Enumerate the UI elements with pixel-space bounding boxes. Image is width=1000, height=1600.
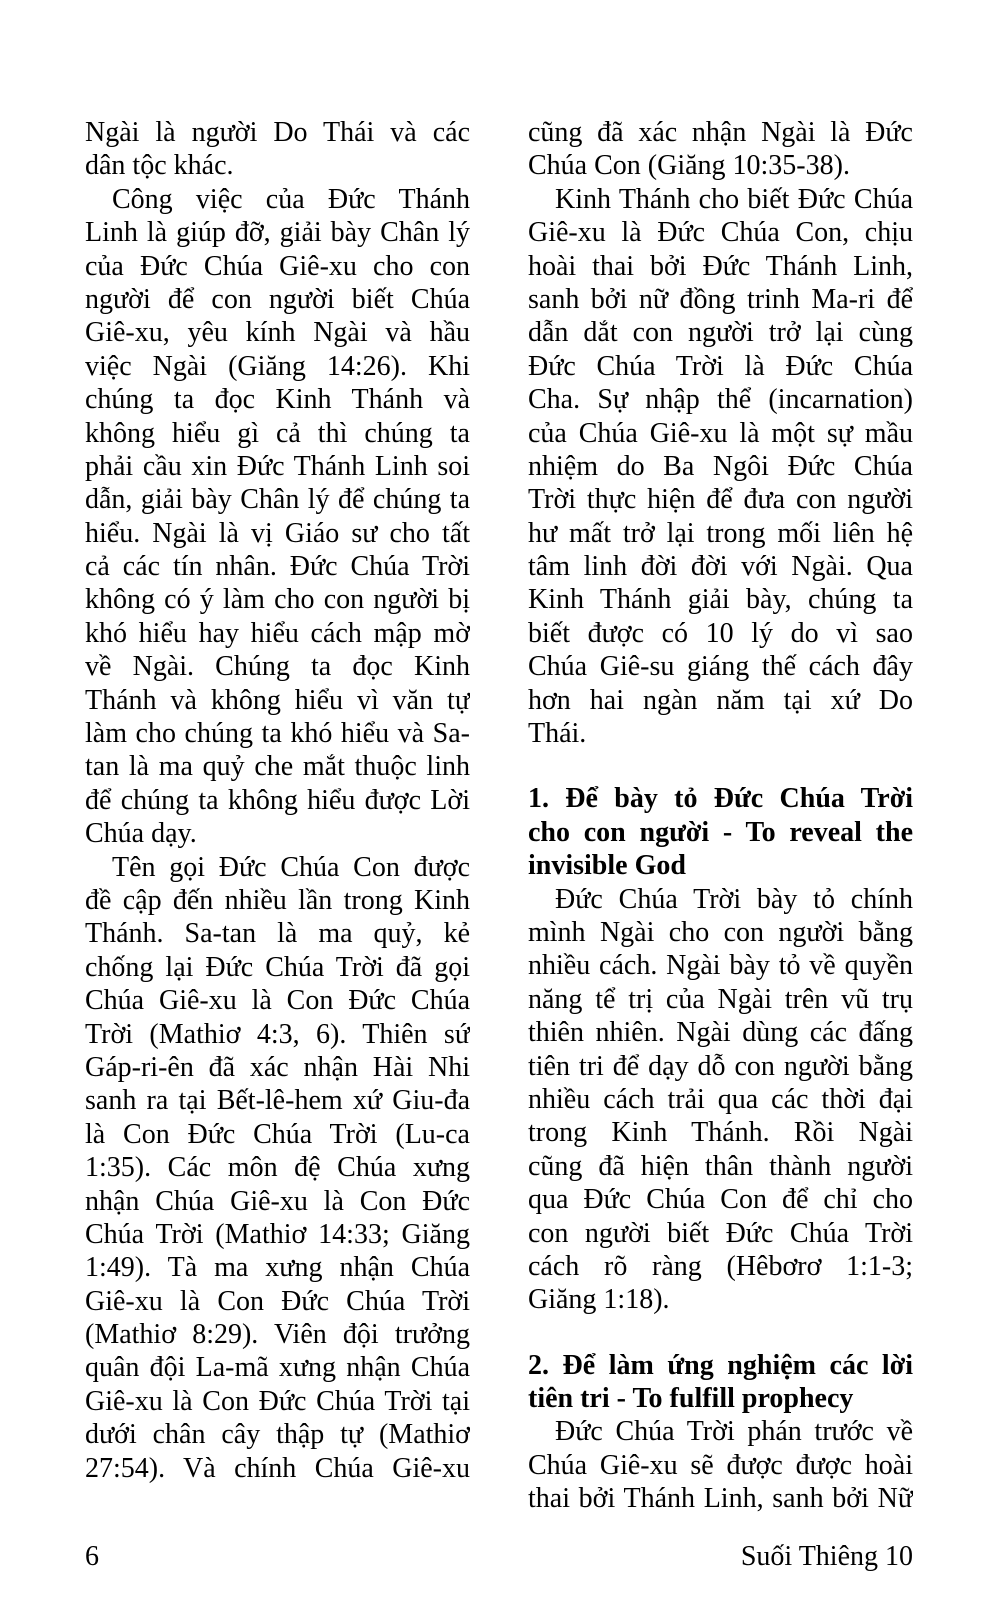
paragraph [85,851,470,1485]
text-line: nhiều cách. Ngài bày tỏ về quyền [528,950,913,982]
text-line: cũng đã hiện thân thành người [528,1150,913,1182]
text-line: Chúa Giê-su giáng thế cách đây [528,651,913,683]
text-line: Đức Chúa Trời phán trước về [555,1416,913,1448]
text-line: cũng đã xác nhận Ngài là Đức [528,117,913,148]
text-line: hư mất trở lại trong mối liên hệ [528,517,913,549]
text-line: Công việc của Đức Thánh [112,183,470,215]
text-line: tâm linh đời đời với Ngài. Qua [528,551,913,583]
text-line: về Ngài. Chúng ta đọc Kinh [85,651,470,683]
text-line: Chúa Con (Giăng 10:35-38). [528,150,850,182]
text-line: người để con người biết Chúa [85,283,470,315]
text-line: Trời (Mathiơ 4:3, 6). Thiên sứ [85,1018,470,1050]
text-line: của Chúa Giê-xu là một sự mầu [528,417,913,449]
text-line: nhiệm do Ba Ngôi Đức Chúa [528,450,913,482]
text-line: Giăng 1:18). [528,1284,670,1316]
text-line: Gáp-ri-ên đã xác nhận Hài Nhi [85,1051,470,1083]
paragraph [528,883,913,1317]
text-line: nhiều cách trải qua các thời đại [528,1083,913,1115]
text-line: nhận Chúa Giê-xu là Con Đức [85,1185,470,1217]
text-line: Kinh Thánh giải bày, chúng ta [528,584,913,616]
text-line: Giê-xu là Đức Chúa Con, chịu [528,217,913,249]
section-heading-line: tiên tri - To fulfill prophecy [528,1383,854,1415]
paragraph [85,183,470,851]
text-line: chúng ta đọc Kinh Thánh và [85,384,470,416]
text-column-left [85,116,470,1485]
text-column-right [528,116,913,1516]
paragraph [528,183,913,751]
publication-title: Suối Thiêng 10 [740,1541,913,1572]
page-footer [85,1540,913,1574]
text-line: Ngài là người Do Thái và các [85,117,470,148]
text-line: Giê-xu, yêu kính Ngài và hầu [85,317,470,349]
text-line: 27:54). Và chính Chúa Giê-xu [85,1452,470,1484]
paragraph [85,116,470,183]
text-line: dẫn dắt con người trở lại cùng [528,317,913,349]
text-line: hiểu. Ngài là vị Giáo sư cho tất [85,517,470,549]
paragraph [528,116,913,183]
text-line: tiên tri để dạy dỗ con người bằng [528,1050,913,1082]
text-line: Chúa Giê-xu là Con Đức Chúa [85,985,470,1017]
text-line: con người biết Đức Chúa Trời [528,1217,913,1249]
text-line: Chúa Trời (Mathiơ 14:33; Giăng [85,1218,470,1250]
text-line: thai bởi Thánh Linh, sanh bởi Nữ [528,1483,913,1515]
text-line: trong Kinh Thánh. Rồi Ngài [528,1117,913,1149]
section-heading-line: invisible God [528,850,686,882]
text-line: tan là ma quỷ che mắt thuộc linh [85,751,470,783]
text-line: làm cho chúng ta khó hiểu và Sa- [85,718,470,750]
text-line: chống lại Đức Chúa Trời đã gọi [85,951,470,983]
text-line: Cha. Sự nhập thể (incarnation) [528,384,913,416]
text-line: khó hiểu hay hiểu cách mập mờ [85,617,470,649]
section-heading-line: 2. Để làm ứng nghiệm các lời [528,1349,913,1381]
text-line: biết được có 10 lý do vì sao [528,617,913,649]
text-line: Kinh Thánh cho biết Đức Chúa [555,183,913,215]
text-line: Đức Chúa Trời là Đức Chúa [528,350,913,382]
text-line: Thánh. Sa-tan là ma quỷ, kẻ [85,918,470,950]
text-line: dưới chân cây thập tự (Mathiơ [85,1419,470,1451]
text-line: việc Ngài (Giăng 14:26). Khi [85,350,470,382]
text-line: dẫn, giải bày Chân lý để chúng ta [85,484,470,516]
text-line: quân đội La-mã xưng nhận Chúa [85,1352,470,1384]
text-line: sanh bởi nữ đồng trinh Ma-ri để [528,283,913,315]
text-line: dân tộc khác. [85,150,234,182]
section-heading-line: cho con người - To reveal the [528,816,913,848]
text-line: Đức Chúa Trời bày tỏ chính [555,883,913,915]
text-line: Giê-xu là Con Đức Chúa Trời [85,1285,470,1317]
text-line: qua Đức Chúa Con để chỉ cho [528,1184,913,1216]
text-line: là Con Đức Chúa Trời (Lu-ca [85,1118,470,1150]
text-line: không có ý làm cho con người bị [85,584,470,616]
text-line: Linh là giúp đỡ, giải bày Chân lý [85,217,470,249]
text-line: cách rõ ràng (Hêbơrơ 1:1-3; [528,1250,913,1282]
text-line: Giê-xu là Con Đức Chúa Trời tại [85,1385,470,1417]
text-line: mình Ngài cho con người bằng [528,916,913,948]
text-line: sanh ra tại Bết-lê-hem xứ Giu-đa [85,1085,470,1117]
section-heading-line: 1. Để bày tỏ Đức Chúa Trời [528,783,913,815]
paragraph [528,1415,913,1515]
page-number: 6 [85,1541,99,1572]
text-line: Thánh và không hiểu vì văn tự [85,684,470,716]
text-line: đề cập đến nhiều lần trong Kinh [85,884,470,916]
section-heading [528,1349,913,1416]
text-line: phải cầu xin Đức Thánh Linh soi [85,450,470,482]
text-line: hoài thai bởi Đức Thánh Linh, [528,250,913,282]
text-line: Thái. [528,718,587,750]
text-line: cả các tín nhân. Đức Chúa Trời [85,551,470,583]
text-line: thiên nhiên. Ngài dùng các đấng [528,1017,913,1049]
text-line: Chúa Giê-xu sẽ được được hoài [528,1449,913,1481]
text-line: 1:35). Các môn đệ Chúa xưng [85,1152,470,1184]
section-heading [528,782,913,882]
text-line: của Đức Chúa Giê-xu cho con [85,250,470,282]
text-line: hơn hai ngàn năm tại xứ Do [528,684,913,716]
text-line: (Mathiơ 8:29). Viên đội trưởng [85,1319,470,1351]
text-line: không hiểu gì cả thì chúng ta [85,417,470,449]
text-line: Tên gọi Đức Chúa Con được [112,851,470,883]
text-line: năng tể trị của Ngài trên vũ trụ [528,983,913,1015]
text-line: Chúa dạy. [85,818,197,850]
text-line: để chúng ta không hiểu được Lời [85,784,470,816]
text-line: Trời thực hiện để đưa con người [528,484,913,516]
text-line: 1:49). Tà ma xưng nhận Chúa [85,1252,470,1284]
